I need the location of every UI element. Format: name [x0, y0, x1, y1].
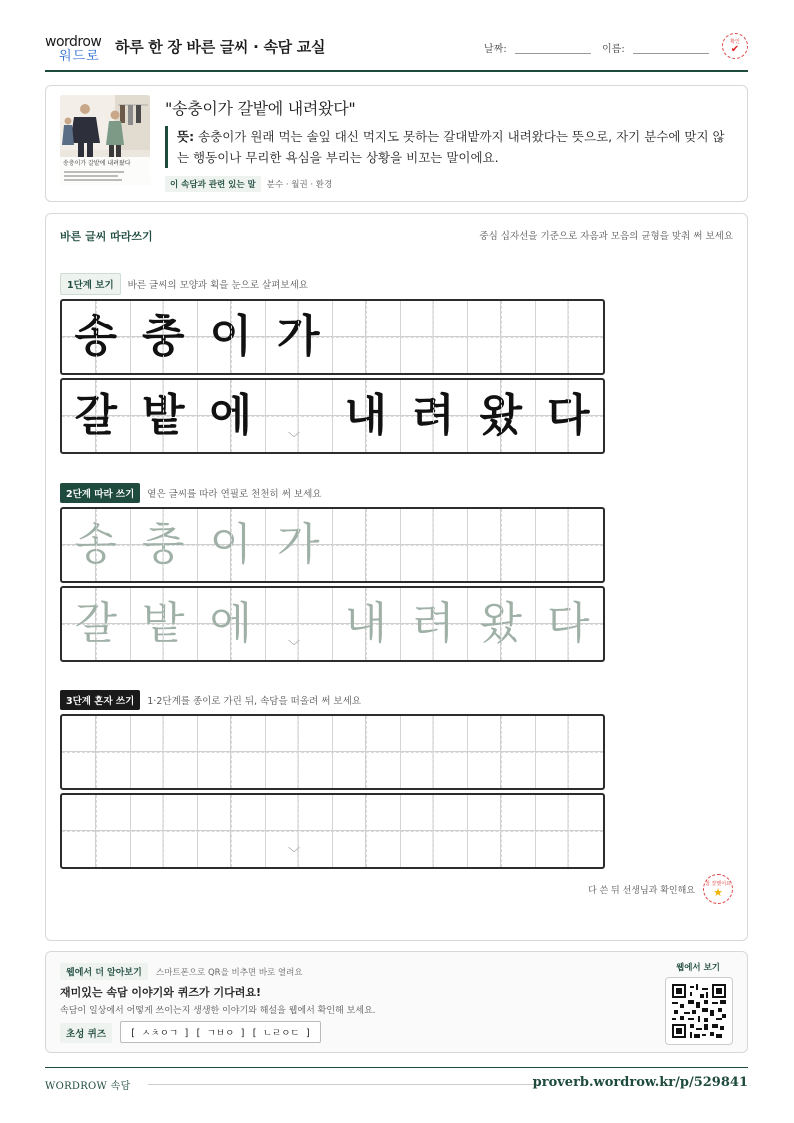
stage-1-row-2 — [60, 378, 605, 454]
char-box: 다 — [546, 390, 590, 441]
char-box: 내 — [344, 390, 387, 441]
char-box: 밭 — [141, 598, 185, 649]
name-input-line[interactable] — [633, 46, 709, 54]
stage-3-label — [60, 691, 361, 709]
web-desc: 속담이 일상에서 어떻게 쓰이는지 생생한 이야기와 해설을 웹에서 확인해 보세요. — [60, 1006, 376, 1016]
logo-text-top: wordrow — [45, 34, 102, 50]
related-label: 이 속담과 관련 있는 말 — [165, 176, 261, 192]
stage-2-badge: 2단계 따라 쓰기 — [60, 483, 140, 503]
char-box: 에 — [209, 390, 252, 441]
handwriting-practice-section — [45, 213, 748, 941]
char-box: 충 — [141, 311, 185, 362]
qr-code-icon[interactable] — [665, 977, 733, 1045]
web-more-box — [45, 951, 748, 1053]
char-box: 갈 — [74, 390, 117, 441]
footer-url-link[interactable]: proverb.wordrow.kr/p/529841 — [532, 1075, 748, 1090]
page-header — [45, 28, 748, 72]
stage-2-desc: 옅은 글씨를 따라 연필로 천천히 써 보세요 — [147, 489, 322, 500]
teacher-confirm — [588, 874, 733, 904]
meaning-text: 송충이가 원래 먹는 솔잎 대신 먹지도 못하는 갈대밭까지 내려왔다는 뜻으로, 자기 분수에 맞지 않는 행동이나 무리한 욕심을 부리는 상황을 비꼬는 말이에요. — [177, 129, 725, 165]
illustration-caption: 송충이가 갈밭에 내려왔다 — [63, 160, 131, 167]
logo-text-bottom: 워드로 — [59, 49, 100, 64]
char-box: 다 — [546, 598, 590, 649]
name-field — [602, 40, 709, 55]
stage-1-row-1 — [60, 299, 605, 375]
seal-text: 참 잘했어요 — [705, 881, 731, 887]
char-box: 송 — [74, 311, 117, 362]
practice-title: 바른 글씨 따라쓰기 — [60, 230, 153, 243]
char-box: 밭 — [141, 390, 185, 441]
proverb-text: "송충이가 갈밭에 내려왔다" — [165, 99, 356, 118]
stage-2-row-1[interactable] — [60, 507, 605, 583]
footer-brand: WORDROW 속담 — [45, 1081, 131, 1092]
stage-2-label — [60, 484, 321, 502]
char-box: 왔 — [479, 598, 522, 649]
web-sub: 스마트폰으로 QR을 비추면 바로 열려요 — [156, 968, 303, 978]
confirm-text: 다 쓴 뒤 선생님과 확인해요 — [587, 885, 695, 896]
char-box: 송 — [74, 519, 117, 570]
line-break-chevron-icon: ﹀ — [288, 639, 301, 653]
wordrow-logo — [45, 34, 107, 64]
star-icon: ★ — [713, 886, 723, 899]
meaning-label: 뜻: — [177, 129, 195, 144]
date-input-line[interactable] — [515, 46, 591, 54]
page-title: 하루 한 장 바른 글씨 · 속담 교실 — [115, 38, 326, 56]
good-job-seal — [703, 874, 733, 904]
date-field — [484, 40, 591, 55]
char-box: 가 — [276, 519, 320, 570]
stage-3-row-2[interactable] — [60, 793, 605, 869]
char-box: 내 — [344, 598, 387, 649]
char-box: 왔 — [479, 390, 522, 441]
proverb-meaning — [165, 126, 730, 168]
checkmark-icon: ✔ — [730, 43, 740, 55]
char-box: 에 — [209, 598, 252, 649]
stage-3-badge: 3단계 혼자 쓰기 — [60, 690, 140, 710]
stage-2-row-2[interactable] — [60, 586, 605, 662]
check-stamp — [722, 33, 748, 59]
stage-3-desc: 1·2단계를 종이로 가린 뒤, 속담을 떠올려 써 보세요 — [147, 696, 361, 707]
line-break-chevron-icon: ﹀ — [288, 846, 301, 860]
char-box: 충 — [141, 519, 185, 570]
line-break-chevron-icon: ﹀ — [288, 431, 301, 445]
quiz-label: 초성 퀴즈 — [60, 1023, 112, 1043]
proverb-illustration — [60, 95, 150, 185]
proverb-card — [45, 85, 748, 202]
related-words — [165, 177, 332, 191]
stage-1-desc: 바른 글씨의 모양과 획을 눈으로 살펴보세요 — [127, 280, 308, 291]
footer-divider — [148, 1084, 540, 1085]
stage-1-badge: 1단계 보기 — [60, 273, 121, 295]
page-footer — [45, 1067, 748, 1099]
check-stamp-text: 확인 — [730, 38, 740, 45]
char-box: 려 — [411, 598, 455, 649]
name-label: 이름: — [602, 44, 625, 55]
chosung-quiz: [ ㅅㅊㅇㄱ ] [ ㄱㅂㅇ ] [ ㄴㄹㅇㄷ ] — [120, 1021, 321, 1043]
qr-label: 웹에서 보기 — [675, 963, 720, 973]
related-values: 분수 · 월권 · 환경 — [266, 180, 333, 190]
web-badge: 웹에서 더 알아보기 — [60, 963, 148, 980]
stage-3-row-1[interactable] — [60, 714, 605, 790]
date-label: 날짜: — [484, 44, 507, 55]
stage-1-label — [60, 275, 308, 293]
char-box: 이 — [209, 311, 252, 362]
practice-note: 중심 십자선을 기준으로 자음과 모음의 균형을 맞춰 써 보세요 — [479, 231, 733, 242]
char-box: 갈 — [74, 598, 117, 649]
char-box: 이 — [209, 519, 252, 570]
web-title: 재미있는 속담 이야기와 퀴즈가 기다려요! — [60, 986, 261, 999]
char-box: 가 — [276, 311, 320, 362]
char-box: 려 — [411, 390, 455, 441]
